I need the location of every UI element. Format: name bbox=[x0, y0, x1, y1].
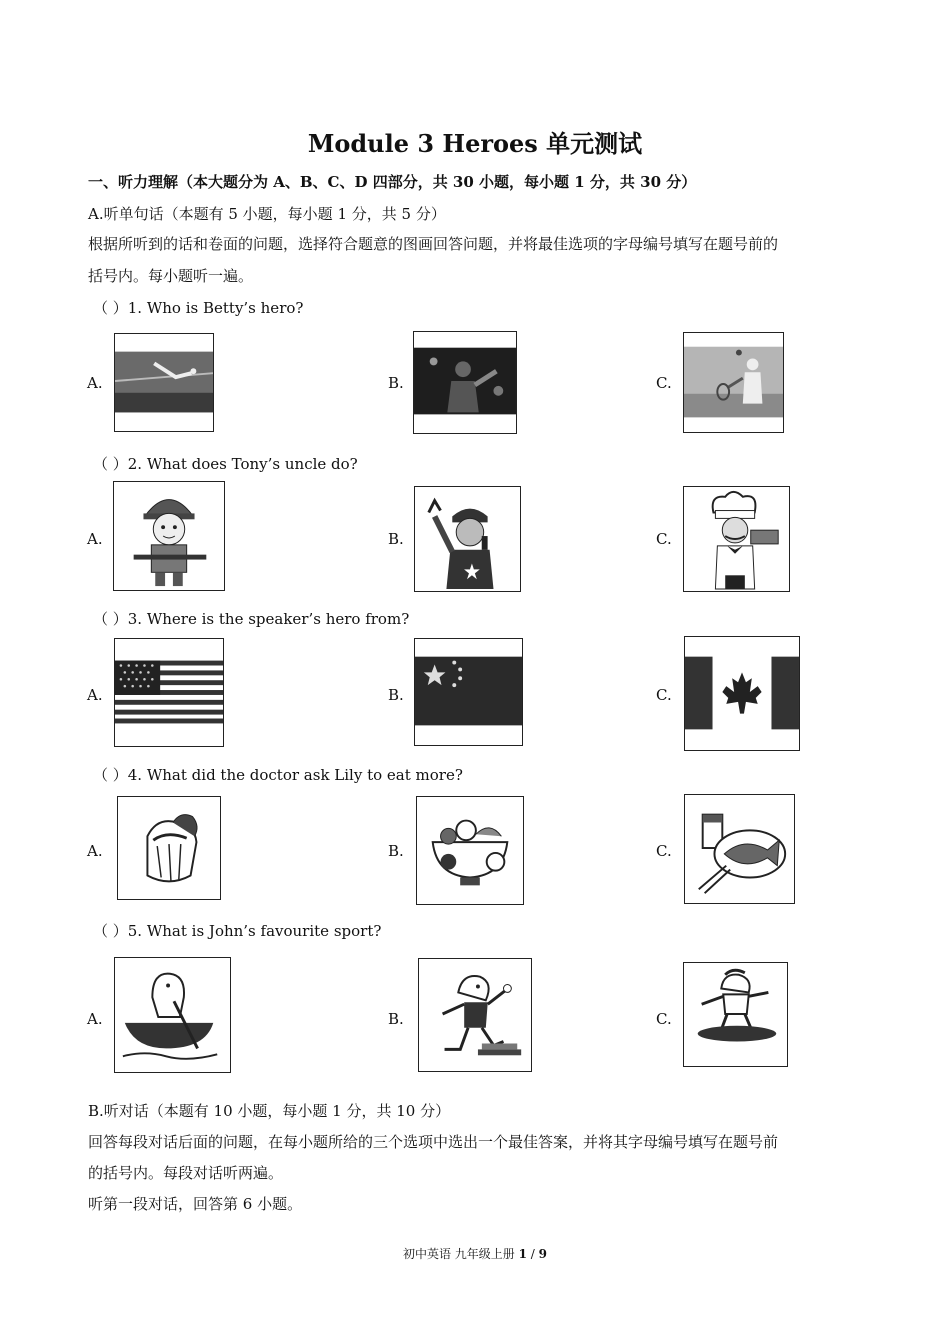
option-a-label: A. bbox=[87, 842, 103, 860]
china-flag-image bbox=[414, 638, 523, 746]
option-c-label: C. bbox=[656, 374, 672, 392]
diver-image bbox=[114, 333, 214, 432]
part-a-instruction: 根据所听到的话和卷面的问题，选择符合题意的图画回答问题，并将最佳选项的字母编号填写在题号前的 bbox=[88, 235, 779, 253]
table-tennis-player-image bbox=[413, 331, 517, 434]
option-c-label: C. bbox=[656, 842, 672, 860]
vegetables-image bbox=[117, 796, 221, 900]
section-heading: 一、听力理解（本大题分为 A、B、C、D 四部分，共 30 小题，每小题 1 分，共 30 分） bbox=[88, 173, 697, 191]
part-b-instruction-cont: 的括号内。每段对话听两遍。 bbox=[88, 1164, 284, 1182]
canada-flag-image bbox=[684, 636, 800, 751]
option-a-label: A. bbox=[87, 686, 103, 704]
question-2: （ ）2. What does Tony’s uncle do? bbox=[93, 455, 358, 473]
option-b-label: B. bbox=[388, 842, 404, 860]
fruit-image bbox=[416, 796, 524, 905]
option-b-label: B. bbox=[388, 686, 404, 704]
option-a-label: A. bbox=[87, 374, 103, 392]
option-a-label: A. bbox=[87, 530, 103, 548]
question-4: （ ）4. What did the doctor ask Lily to eat more? bbox=[93, 766, 463, 784]
part-a-heading: A.听单句话（本题有 5 小题，每小题 1 分，共 5 分） bbox=[88, 205, 446, 223]
page-number: 1 bbox=[518, 1247, 527, 1261]
option-a-label: A. bbox=[87, 1010, 103, 1028]
usa-flag-image bbox=[114, 638, 224, 747]
dialogue-1-instruction: 听第一段对话，回答第 6 小题。 bbox=[88, 1195, 303, 1213]
question-5: （ ）5. What is John’s favourite sport? bbox=[93, 922, 382, 940]
part-b-heading: B.听对话（本题有 10 小题，每小题 1 分，共 10 分） bbox=[88, 1102, 451, 1120]
option-b-label: B. bbox=[388, 530, 404, 548]
part-a-instruction-cont: 括号内。每小题听一遍。 bbox=[88, 267, 254, 285]
page-separator: / bbox=[526, 1247, 539, 1261]
footer-course: 初中英语 九年级上册 bbox=[402, 1247, 519, 1261]
surfing-image bbox=[683, 962, 788, 1067]
part-b-instruction: 回答每段对话后面的问题，在每小题所给的三个选项中选出一个最佳答案，并将其字母编号填写在题号前 bbox=[88, 1133, 779, 1151]
question-1: （ ）1. Who is Betty’s hero? bbox=[93, 299, 304, 317]
option-b-label: B. bbox=[388, 374, 404, 392]
singer-image bbox=[414, 486, 521, 592]
fish-image bbox=[684, 794, 795, 904]
rowing-image bbox=[114, 957, 231, 1073]
chef-image bbox=[683, 486, 790, 592]
page-title: Module 3 Heroes 单元测试 bbox=[307, 129, 643, 158]
tennis-player-image bbox=[683, 332, 784, 433]
page-footer bbox=[0, 1245, 950, 1262]
option-c-label: C. bbox=[656, 530, 672, 548]
option-c-label: C. bbox=[656, 686, 672, 704]
running-image bbox=[418, 958, 532, 1072]
page-total: 9 bbox=[538, 1247, 548, 1261]
option-b-label: B. bbox=[388, 1010, 404, 1028]
soldier-image bbox=[113, 481, 225, 591]
question-3: （ ）3. Where is the speaker’s hero from? bbox=[93, 610, 410, 628]
option-c-label: C. bbox=[656, 1010, 672, 1028]
